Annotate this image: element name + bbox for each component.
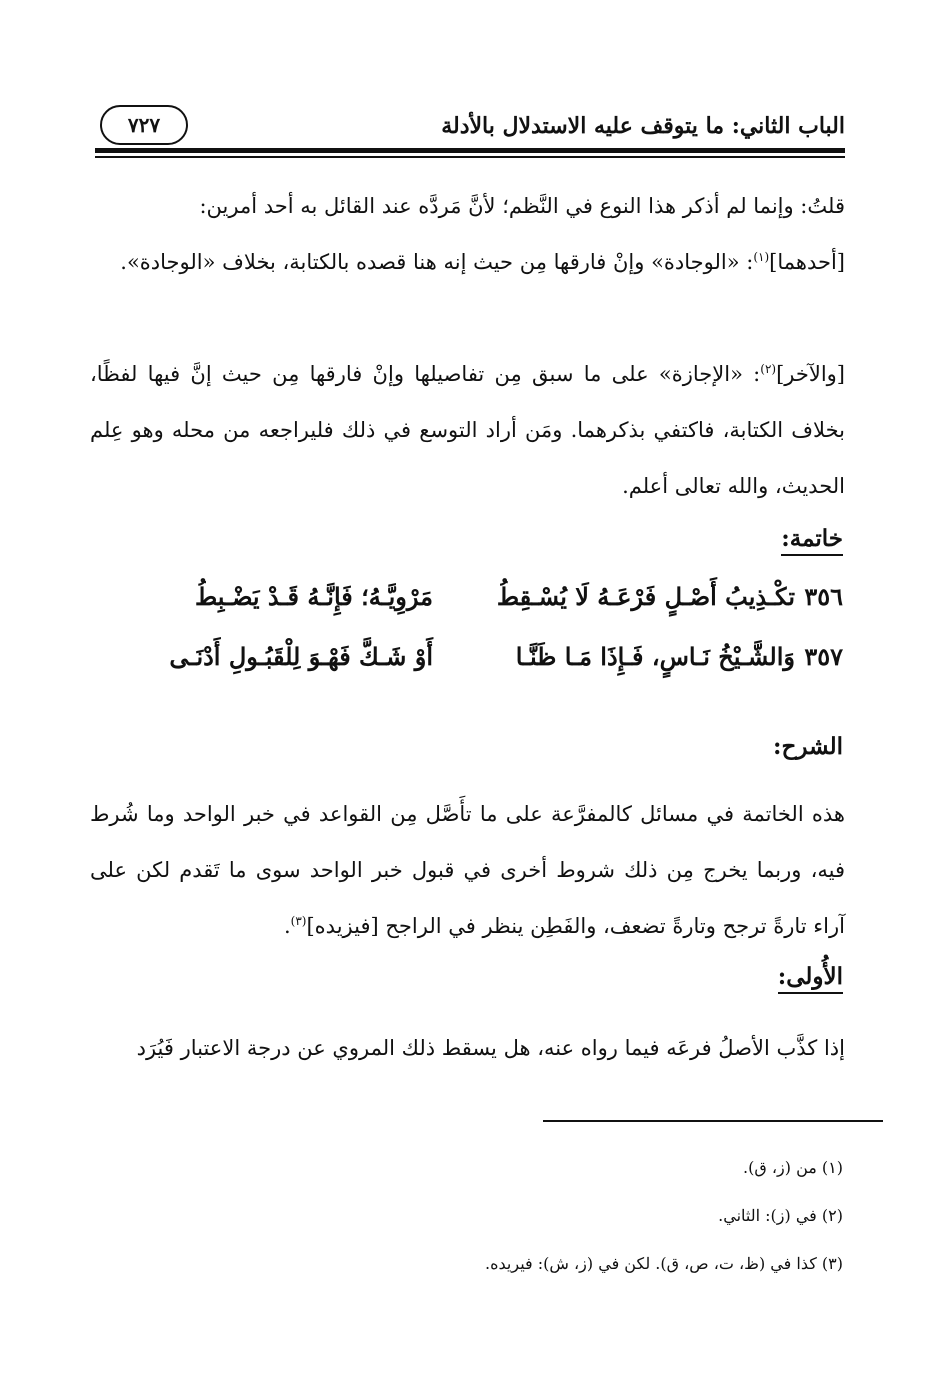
second-matter-text: : «الإجازة» على ما سبق مِن تفاصيلها وإنْ فارقها مِن حيث إنَّ فيها لفظًا، بخلاف الكتابة، فاكتفي بذكرهما. ومَن أراد التوسع في ذلك فليراجعه من محله وهو عِلم الحديث، والله تعالى أعلم. <box>90 362 845 498</box>
footnote-3: (٣) كذا في (ظ، ت، ص، ق). لكن في (ز، ش): فيريده. <box>485 1254 843 1273</box>
page-header <box>95 105 845 153</box>
second-matter-label: [والآخر] <box>776 362 845 386</box>
footnote-ref-1: (١) <box>753 250 770 264</box>
header-rule-thick <box>95 148 845 153</box>
footnote-2: (٢) في (ز): الثاني. <box>718 1206 843 1225</box>
footnote-ref-3: (٣) <box>290 914 307 928</box>
verse-357 <box>93 642 843 686</box>
explanation-text: هذه الخاتمة في مسائل كالمفرَّعة على ما تأَصَّل مِن القواعد في خبر الواحد وما شُرط فيه، وربما يخرج مِن ذلك شروط أخرى في قبول خبر الواحد سوى ما تَقدم لكن على آراء تارةً ترجح وتارةً تضعف، والفَطِن ينظر في الراجح [فيزيده] <box>90 802 845 938</box>
footnote-ref-2: (٢) <box>760 362 777 376</box>
paragraph-second-matter <box>90 346 845 514</box>
verse-number: ٣٥٧ <box>804 642 843 671</box>
paragraph-intro: قلتُ: وإنما لم أذكر هذا النوع في النَّظم؛ لأنَّ مَردَّه عند القائل به أحد أمرين: <box>199 194 845 218</box>
footnote-separator <box>543 1120 883 1122</box>
first-matter-text: : «الوجادة» وإنْ فارقها مِن حيث إنه هنا قصده بالكتابة، بخلاف «الوجادة». <box>120 250 754 274</box>
first-matter-label: [أحدهما] <box>769 250 845 274</box>
paragraph-first-issue: إذا كذَّب الأصلُ فرعَه فيما رواه عنه، هل يسقط ذلك المروي عن درجة الاعتبار فَيُرَد <box>136 1036 845 1060</box>
explanation-end: . <box>283 914 291 938</box>
paragraph-explanation <box>90 786 845 954</box>
paragraph-first-matter <box>90 234 845 290</box>
verse-first-hemistich: وَالشَّـيْخُ نَـاسٍ، فَـإِذَا مَـا ظَنَّـا <box>515 642 795 671</box>
chapter-title: الباب الثاني: ما يتوقف عليه الاستدلال بالأدلة <box>441 113 845 139</box>
header-rule-thin <box>95 156 845 158</box>
heading-ula: الأُولى: <box>778 963 843 994</box>
footnote-1: (١) من (ز، ق). <box>743 1158 843 1177</box>
verse-356 <box>93 582 843 626</box>
heading-sharh: الشرح: <box>773 733 843 760</box>
verse-second-hemistich: أَوْ شَـكَّ فَهْـوَ لِلْقَبُـولِ أَدْنَـى <box>169 642 433 671</box>
verse-second-hemistich: مَرْوِيَّـهُ؛ فَإِنَّـهُ قَـدْ يَضْـبِطُ <box>195 582 433 611</box>
heading-khatima: خاتمة: <box>781 525 843 556</box>
verse-number: ٣٥٦ <box>804 582 843 611</box>
verse-first-hemistich: تكْـذِيبُ أَصْـلٍ فَرْعَـهُ لَا يُسْـقِطُ <box>496 582 795 611</box>
page-number: ٧٢٧ <box>100 105 188 145</box>
